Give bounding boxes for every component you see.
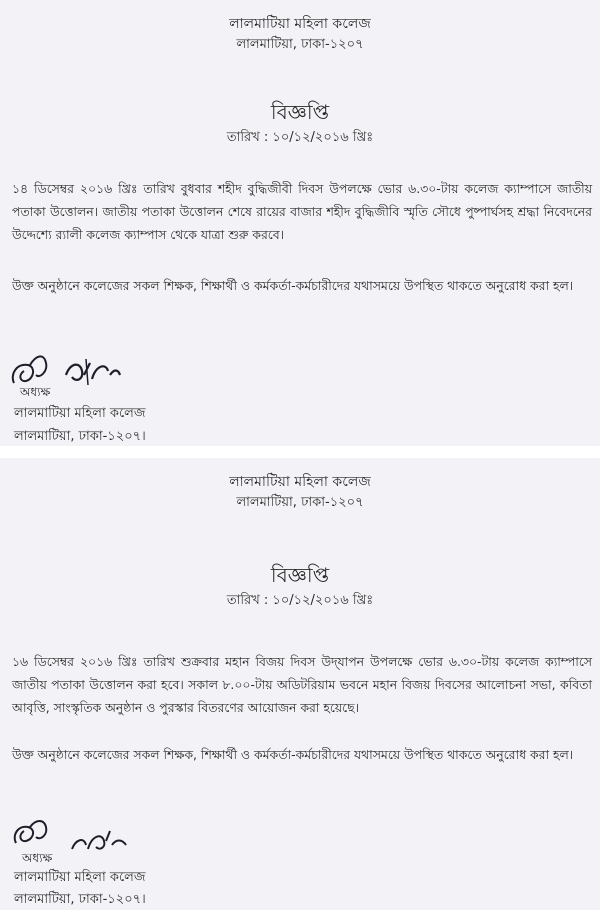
college-name: লালমাটিয়া মহিলা কলেজ (229, 16, 371, 32)
notice-heading: বিজ্ঞপ্তি (270, 563, 330, 587)
footer-college-name: লালমাটিয়া মহিলা কলেজ (14, 870, 146, 885)
notice-paragraph-2: উক্ত অনুষ্ঠানে কলেজের সকল শিক্ষক, শিক্ষার্থী ও কর্মকর্তা-কর্মচারীদের যথাসময়ে উপস্থিত থাকতে অনুরোধ করা হল। (12, 747, 574, 762)
notice-2 (0, 458, 600, 910)
notice-paragraph-2: উক্ত অনুষ্ঠানে কলেজের সকল শিক্ষক, শিক্ষার্থী ও কর্মকর্তা-কর্মচারীদের যথাসময়ে উপস্থিত থাকতে অনুরোধ করা হল। (12, 278, 574, 293)
notice-heading: বিজ্ঞপ্তি (270, 100, 330, 124)
notice-separator (0, 446, 604, 458)
footer-college-name: লালমাটিয়া মহিলা কলেজ (14, 406, 146, 421)
notice-date: তারিখ : ১০/১২/২০১৬ খ্রিঃ (226, 130, 374, 145)
footer-college-address: লালমাটিয়া, ঢাকা-১২০৭। (14, 892, 146, 907)
college-address: লালমাটিয়া, ঢাকা-১২০৭ (236, 37, 364, 52)
notice-paragraph-1: ১৪ ডিসেম্বর ২০১৬ খ্রিঃ তারিখ বুধবার শহীদ বুদ্ধিজীবী দিবস উপলক্ষে ভোর ৬.৩০-টায় কলেজ ক্যাম্পাসে জাতীয় পতাকা উত্তোলন। জাতীয় পতাকা উত্তোলন শেষে রায়ের বাজার শহীদ বুদ্ধিজীবি স্মৃতি সৌধে পুষ্পার্ঘসহ শ্রদ্ধা নিবেদনের উদ্দেশ্যে র‌্যালী কলেজ ক্যাম্পাস থেকে যাত্রা শুরু করবে। (12, 181, 592, 242)
notice-1 (0, 0, 600, 446)
notice-date: তারিখ : ১০/১২/২০১৬ খ্রিঃ (226, 593, 374, 608)
signatory-title: অধ্যক্ষ (22, 851, 53, 865)
signatory-title: অধ্যক্ষ (20, 385, 51, 399)
college-name: লালমাটিয়া মহিলা কলেজ (229, 474, 371, 490)
footer-college-address: লালমাটিয়া, ঢাকা-১২০৭। (14, 429, 146, 444)
college-address: লালমাটিয়া, ঢাকা-১২০৭ (236, 495, 364, 510)
notice-paragraph-1: ১৬ ডিসেম্বর ২০১৬ খ্রিঃ তারিখ শুক্রবার মহান বিজয় দিবস উদ্‌যাপন উপলক্ষে ভোর ৬.৩০-টায় কলেজ ক্যাম্পাসে জাতীয় পতাকা উত্তোলন করা হবে। সকাল ৮.০০-টায় অডিটরিয়াম ভবনে মহান বিজয় দিবসের আলোচনা সভা, কবিতা আবৃত্তি, সাংস্কৃতিক অনুষ্ঠান ও পুরস্কার বিতরণের আয়োজন করা হয়েছে। (12, 654, 592, 715)
